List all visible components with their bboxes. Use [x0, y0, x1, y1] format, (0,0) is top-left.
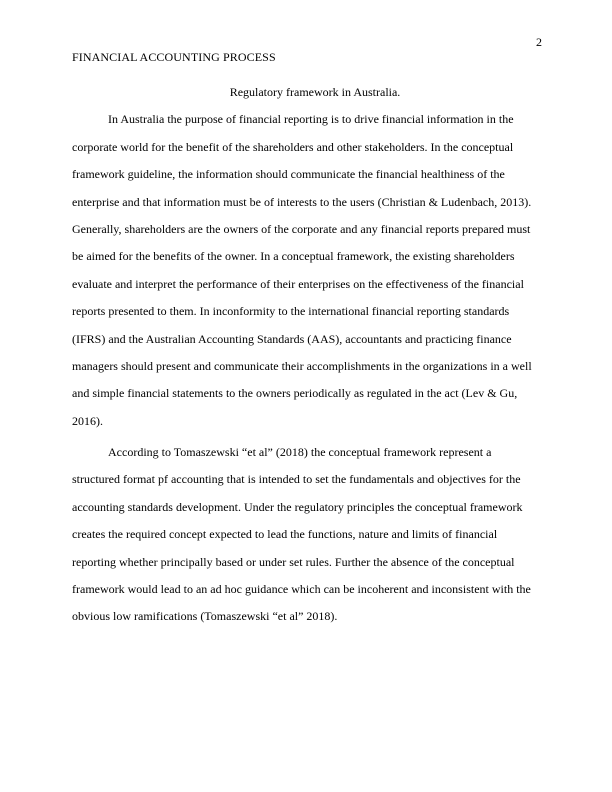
paragraph-line: evaluate and interpret the performance of their enterprises on the effectiveness of the financial — [72, 276, 524, 291]
paragraph-2 — [72, 439, 542, 631]
paragraph-line: (IFRS) and the Australian Accounting Standards (AAS), accountants and practicing finance — [72, 331, 512, 346]
paragraph-line: framework would lead to an ad hoc guidance which can be incoherent and inconsistent with the — [72, 582, 531, 597]
paragraph-line: reports presented to them. In inconformity to the international financial reporting standards — [72, 304, 510, 319]
paragraph-line: accounting standards development. Under the regulatory principles the conceptual framework — [72, 499, 523, 514]
paragraph-line: structured format pf accounting that is intended to set the fundamentals and objectives for the — [72, 472, 521, 487]
paragraph-line: reporting whether principally based or under set rules. Further the absence of the conceptual — [72, 554, 515, 569]
paragraph-line: framework guideline, the information should communicate the financial healthiness of the — [72, 167, 505, 182]
paragraph-line: Generally, shareholders are the owners of the corporate and any financial reports prepared must — [72, 221, 531, 236]
paragraph-line: 2016). — [72, 413, 103, 428]
paragraph-line: According to Tomaszewski “et al” (2018) the conceptual framework represent a — [108, 445, 492, 460]
section-title: Regulatory framework in Australia. — [229, 85, 401, 99]
paragraph-line: In Australia the purpose of financial reporting is to drive financial information in the — [108, 112, 514, 127]
paragraph-line: enterprise and that information must be of interests to the users (Christian & Ludenbach, 2013). — [72, 194, 532, 209]
paragraph-line: creates the required concept expected to lead the functions, nature and limits of financial — [72, 527, 498, 542]
paragraph-line: managers should present and communicate their accomplishments in the organizations in a well — [72, 358, 532, 373]
document-body — [72, 79, 542, 631]
running-head: FINANCIAL ACCOUNTING PROCESS — [72, 50, 276, 64]
paragraph-line: obvious low ramifications (Tomaszewski “et al” 2018). — [72, 609, 338, 624]
paragraph-line: and simple financial statements to the owners periodically as regulated in the act (Lev & Gu, — [72, 386, 518, 401]
page-number: 2 — [536, 35, 542, 49]
paragraph-line: be aimed for the benefits of the owner. In a conceptual framework, the existing shareholders — [72, 249, 515, 264]
paragraph-line: corporate world for the benefit of the shareholders and other stakeholders. In the conceptual — [72, 139, 514, 154]
paragraph-1 — [72, 106, 542, 435]
